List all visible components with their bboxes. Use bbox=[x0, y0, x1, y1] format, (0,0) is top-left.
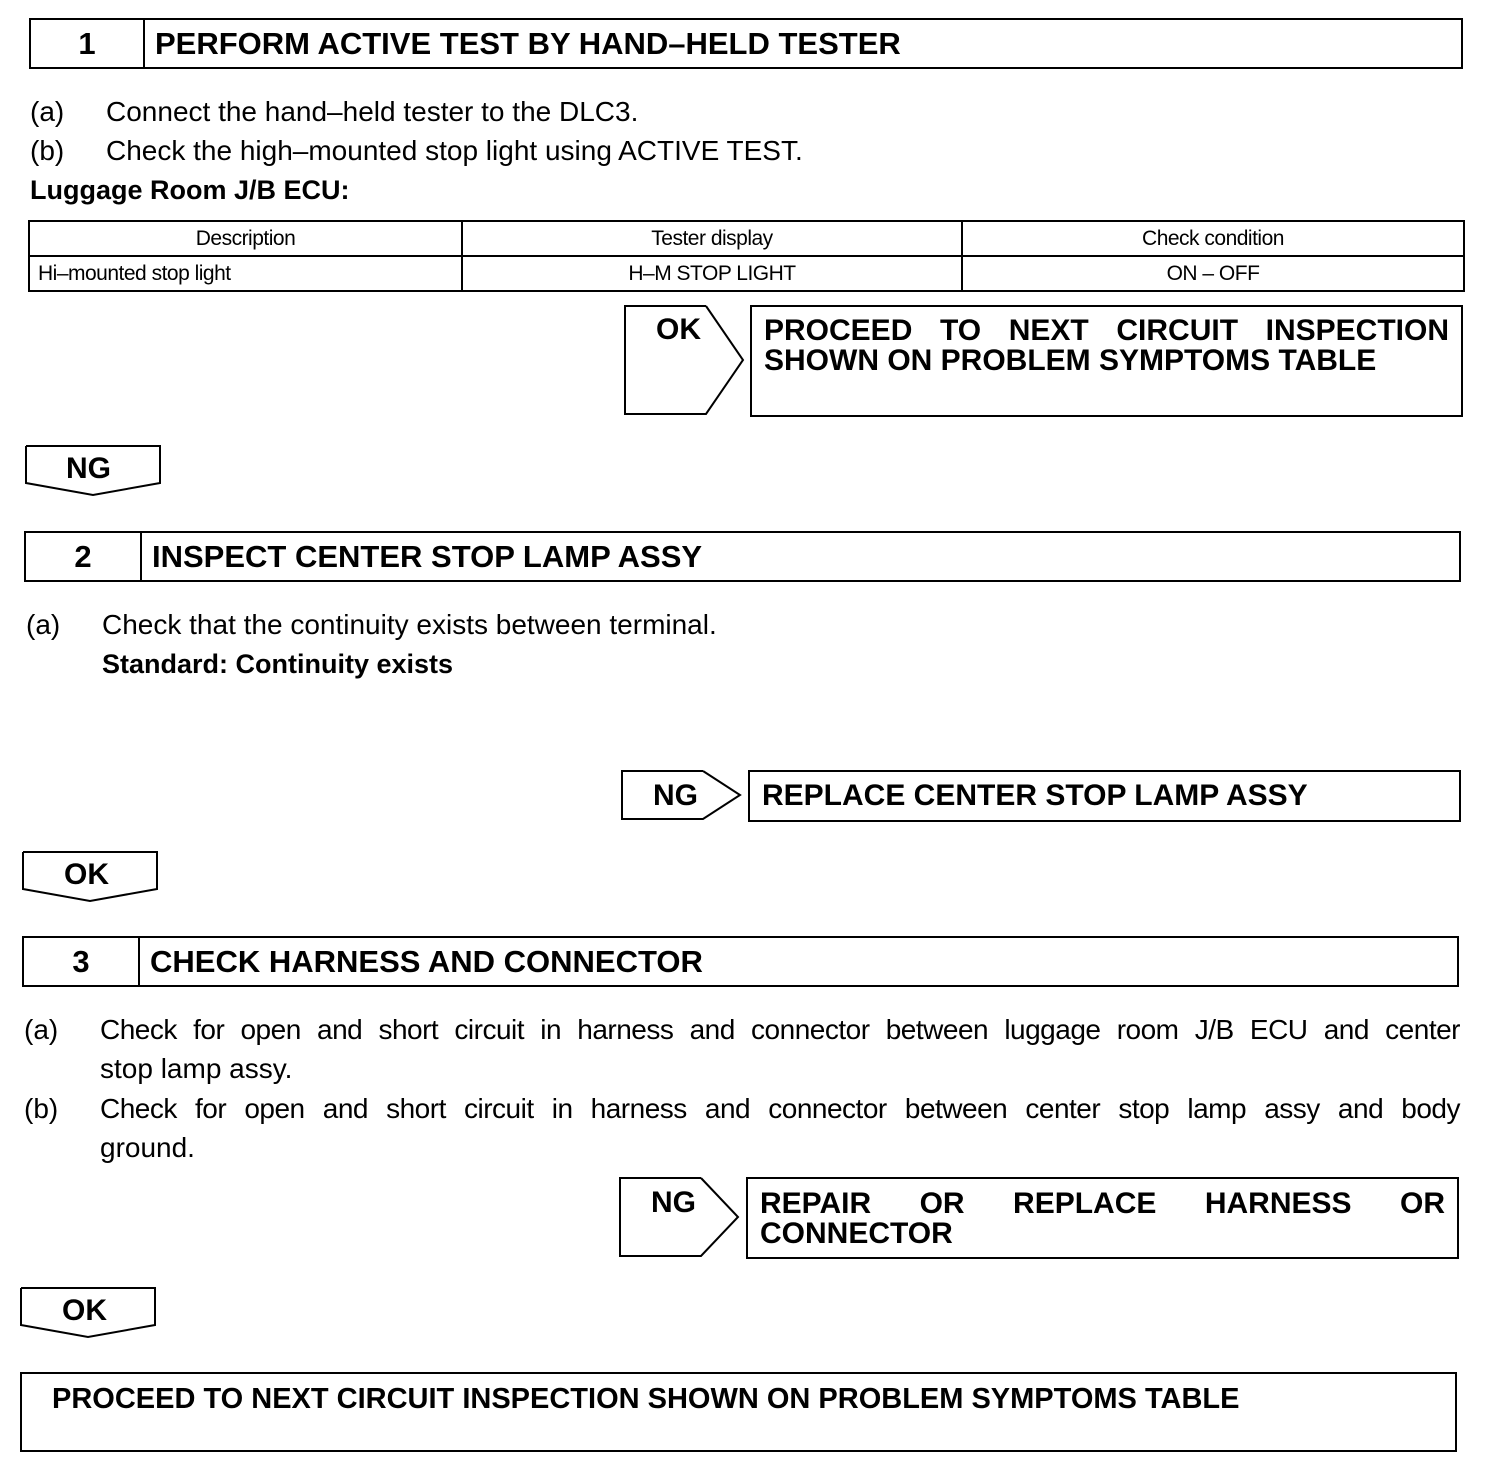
active-test-table bbox=[28, 220, 1465, 292]
cell-description: Hi–mounted stop light bbox=[29, 256, 462, 291]
item-text: Check the high–mounted stop light using ACTIVE TEST. bbox=[106, 135, 803, 166]
ng-result-text bbox=[748, 1189, 1457, 1249]
ok-result-line-2: SHOWN ON PROBLEM SYMPTOMS TABLE bbox=[764, 344, 1377, 377]
ng-result-box bbox=[746, 1177, 1459, 1259]
final-result-text: PROCEED TO NEXT CIRCUIT INSPECTION SHOWN ON PROBLEM SYMPTOMS TABLE bbox=[52, 1383, 1240, 1415]
step-2-standard: Standard: Continuity exists bbox=[102, 649, 454, 679]
step-3-item-b bbox=[24, 1090, 1460, 1168]
ok-result-box bbox=[750, 305, 1463, 417]
ok-result-text bbox=[752, 316, 1461, 376]
ng-down-tab-label: NG bbox=[66, 452, 111, 485]
item-label: (a) bbox=[24, 1014, 59, 1045]
cell-check-condition: ON – OFF bbox=[962, 256, 1464, 291]
step-3-title: CHECK HARNESS AND CONNECTOR bbox=[150, 943, 703, 979]
cell-tester-display: H–M STOP LIGHT bbox=[462, 256, 962, 291]
item-text: Connect the hand–held tester to the DLC3. bbox=[106, 96, 639, 127]
ok-down-tab-label: OK bbox=[64, 858, 109, 891]
step-1-header bbox=[29, 18, 1463, 69]
ng-result-text: REPLACE CENTER STOP LAMP ASSY bbox=[762, 779, 1308, 812]
item-label: (b) bbox=[30, 135, 65, 166]
item-text-line-1: Check for open and short circuit in harness and connector between luggage room J/B ECU and center bbox=[100, 1014, 1460, 1045]
step-3-item-a bbox=[24, 1011, 1460, 1089]
header-check-condition: Check condition bbox=[962, 221, 1464, 256]
ok-result-line-1: PROCEED TO NEXT CIRCUIT INSPECTION bbox=[764, 314, 1449, 347]
final-result-box bbox=[20, 1372, 1457, 1452]
ok-down-tab-label: OK bbox=[62, 1294, 107, 1327]
step-1-title: PERFORM ACTIVE TEST BY HAND–HELD TESTER bbox=[155, 25, 901, 61]
ng-arrow-label: NG bbox=[651, 1186, 696, 1219]
step-3-number: 3 bbox=[24, 938, 140, 985]
ng-result-line-1: REPAIR OR REPLACE HARNESS OR bbox=[760, 1187, 1445, 1220]
ng-result-line-2: CONNECTOR bbox=[760, 1217, 953, 1250]
table-row bbox=[29, 256, 1464, 291]
header-description: Description bbox=[29, 221, 462, 256]
step-1-number: 1 bbox=[31, 20, 145, 67]
ok-arrow-label: OK bbox=[656, 313, 701, 346]
item-label: (b) bbox=[24, 1093, 59, 1124]
step-3-header bbox=[22, 936, 1459, 987]
step-2-number: 2 bbox=[26, 533, 142, 580]
item-text-line-1: Check for open and short circuit in harness and connector between center stop lamp assy and body bbox=[100, 1093, 1460, 1124]
header-tester-display: Tester display bbox=[462, 221, 962, 256]
item-label: (a) bbox=[26, 609, 61, 640]
table-caption: Luggage Room J/B ECU: bbox=[30, 175, 350, 205]
item-text-line-2: stop lamp assy. bbox=[100, 1053, 293, 1084]
item-text: Check that the continuity exists between terminal. bbox=[102, 609, 717, 640]
table-header-row bbox=[29, 221, 1464, 256]
ng-result-box bbox=[748, 770, 1461, 822]
item-text-line-2: ground. bbox=[100, 1132, 195, 1163]
step-2-title: INSPECT CENTER STOP LAMP ASSY bbox=[152, 538, 703, 574]
step-2-header bbox=[24, 531, 1461, 582]
item-label: (a) bbox=[30, 96, 65, 127]
ng-arrow-label: NG bbox=[653, 779, 698, 812]
